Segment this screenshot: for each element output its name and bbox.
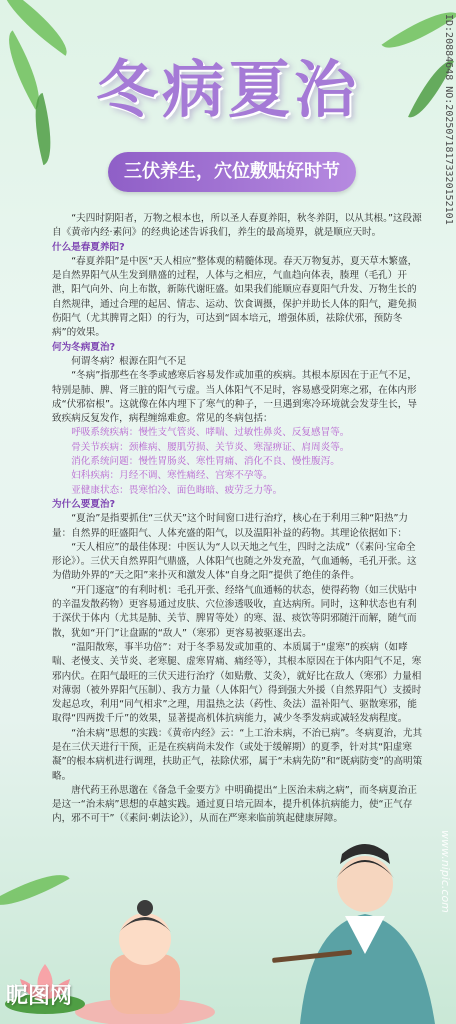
- image-id-watermark: ID:20884648 NO:20250718173320152101: [443, 14, 454, 225]
- disease-list-item: 呼吸系统疾病：慢性支气管炎、哮喘、过敏性鼻炎、反复感冒等。: [71, 427, 350, 439]
- doctor-illustration: [270, 804, 440, 1024]
- section-heading: 为什么要夏治?: [52, 498, 116, 510]
- paragraph: “治未病”思想的实践：《黄帝内经》云：“上工治未病，不治已病”。冬病夏治，尤其是在三伏天进行干预，正是在疾病尚未发作（或处于缓解期）的夏季，针对其“阳虚寒凝”的根本病机进行调理，扶助正气，祛除伏邪，属于“未病先防”和“既病防变”的高明策略。: [52, 727, 423, 782]
- paragraph: “冬病”指那些在冬季或感寒后容易发作或加重的疾病。其根本原因在于正气不足，特别是肺、脾、肾三脏的阳气亏虚。当人体阳气不足时，容易感受阴寒之邪，在体内形成“伏邪宿根”。这就像在体内埋下了寒气的种子，一旦遇到寒冷环境就会发芽生长，导致疾病反复发作，病程缠绵难愈。常见的冬病包括：: [52, 370, 417, 425]
- disease-list-item: 骨关节疾病：颈椎病、腰肌劳损、关节炎、寒湿痹证、肩周炎等。: [71, 441, 350, 453]
- paragraph: “温阳散寒，事半功倍”：对于冬季易发或加重的、本质属于“虚寒”的疾病（如哮喘、老慢支、关节炎、老寒腿、虚寒胃痛、痛经等），其根本原因在于体内阳气不足，寒邪内伏。在阳气最旺的三伏天进行治疗（如贴敷、艾灸），就好比在敌人（寒邪）力量相对薄弱（被外界阳气压制）、我方力量（人体阳气）得到强大外援（自然界阳气）支援时发起总攻，利用“同气相求”之理，用温热之法（药性、灸法）温补阳气、驱散寒邪，能取得“四两拨千斤”的效果，显著提高机体抗病能力，减少冬季发病或减轻发病程度。: [52, 641, 422, 725]
- site-watermark: www.nipic.com: [439, 830, 452, 913]
- child-illustration: [70, 894, 220, 1024]
- bamboo-leaf-decoration: [0, 861, 70, 918]
- disease-list-item: 妇科疾病：月经不调、寒性痛经、宫寒不孕等。: [71, 470, 273, 482]
- disease-list-item: 消化系统问题：慢性胃肠炎、寒性胃痛、消化不良、慢性腹泻。: [71, 456, 340, 468]
- article-body: [52, 212, 424, 827]
- paragraph: “夫四时阴阳者，万物之根本也，所以圣人春夏养阳，秋冬养阴，以从其根。”这段源自《黄帝内经·素问》的经典论述告诉我们，养生的最高境界，就是顺应天时。: [52, 213, 422, 239]
- paragraph: 唐代药王孙思邈在《备急千金要方》中明确提出“上医治未病之病”，而冬病夏治正是这一“治未病”思想的卓越实践。通过夏日培元固本，提升机体抗病能力，使“正气存内，邪不可干”（《素问·刺法论》），从而在严寒来临前筑起健康屏障。: [52, 784, 417, 825]
- paragraph: “夏治”是指要抓住“三伏天”这个时间窗口进行治疗，核心在于利用三种“阳热”力量：自然界的旺盛阳气、人体充盛的阳气，以及温阳补益的药物。其理论依据如下：: [52, 513, 409, 539]
- title-area: [0, 40, 456, 129]
- nipic-logo: 昵图网: [6, 983, 73, 1009]
- section-heading: 什么是春夏养阳?: [52, 241, 125, 253]
- paragraph: “天人相应”的最佳体现：中医认为“人以天地之气生，四时之法成”（《素问·宝命全形论》）。三伏天自然界阳气鼎盛，人体阳气也随之外发充盈，气血通畅，毛孔开张。这为借助外界的“天之阳”来扑灭和激发人体“自身之阳”提供了绝佳的条件。: [52, 541, 417, 582]
- disease-list-item: 亚健康状态：畏寒怕冷、面色晦暗、疲劳乏力等。: [71, 484, 283, 496]
- subtitle-banner: 三伏养生，穴位敷贴好时节: [108, 152, 356, 192]
- page-title: 冬病夏治: [95, 53, 360, 126]
- section-heading: 何为冬病夏治?: [52, 341, 116, 353]
- paragraph: 何谓冬病？根源在阳气不足: [71, 355, 187, 367]
- paragraph: “春夏养阳”是中医“天人相应”整体观的精髓体现。春天万物复苏，夏天草木繁盛，是自然界阳气从生发到鼎盛的过程，人体与之相应，气血趋向体表，腠理（毛孔）开泄，阳气向外、向上布散，新陈代谢旺盛。如果我们能顺应春夏阳气升发、万物生长的自然规律，通过合理的起居、情志、运动、饮食调摄，保护并助长人体的阳气，避免损伤阳气（尤其脾胃之阳）的行为，可达到“固本培元，增强体质，祛除伏邪，预防冬病”的效果。: [52, 255, 418, 339]
- paragraph: “开门逐寇”的有利时机：毛孔开张、经络气血通畅的状态，使得药物（如三伏贴中的辛温发散药物）更容易通过皮肤、穴位渗透吸收，直达病所。同时，这种状态也有利于深伏于体内（尤其是肺、关节、脾胃等处）的寒、湿、痰饮等阴邪随汗而解，随气而散，犹如“开门”让盘踞的“敌人”（寒邪）更容易被驱逐出去。: [52, 584, 417, 639]
